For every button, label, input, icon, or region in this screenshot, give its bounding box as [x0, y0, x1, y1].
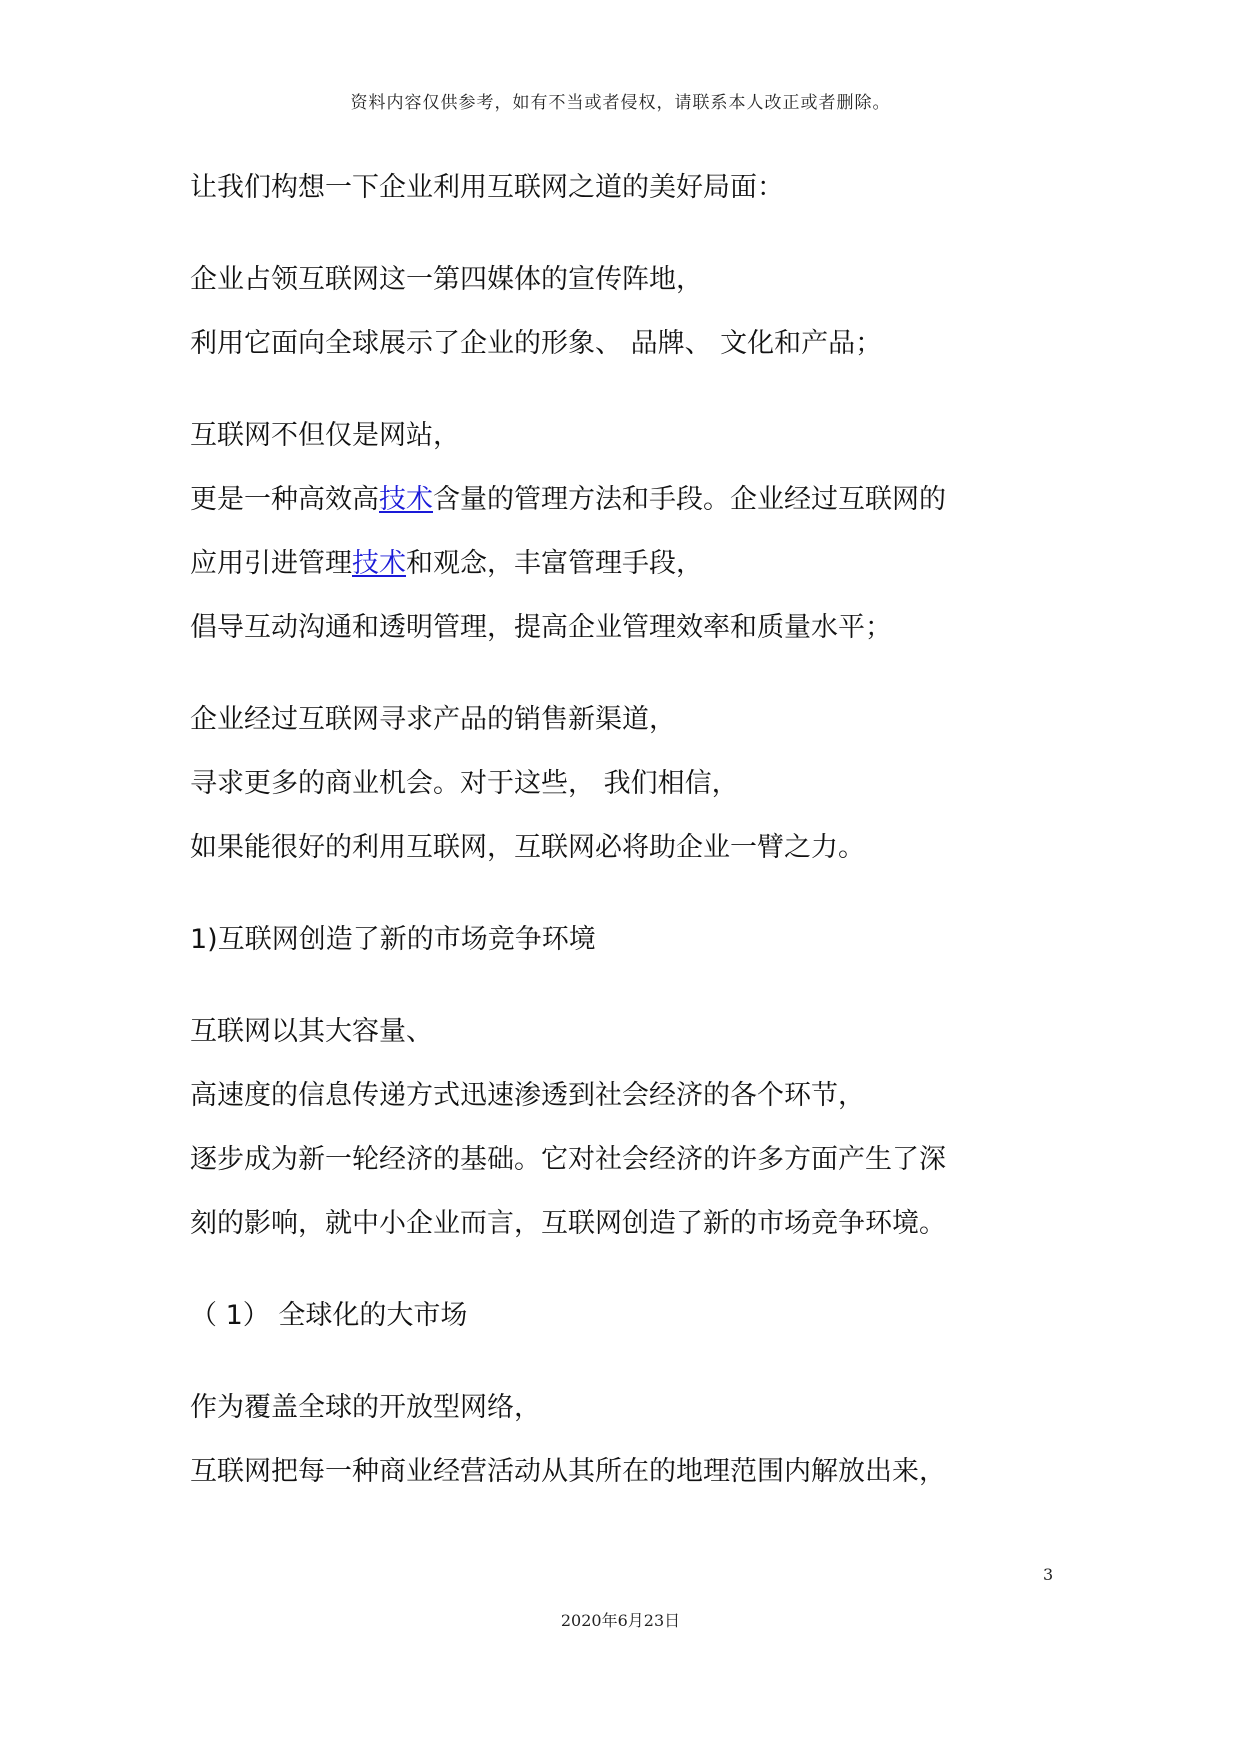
paragraph-line-5	[190, 482, 946, 518]
paragraph-line-15: 刻的影响，就中小企业而言，互联网创造了新的市场竞争环境。	[190, 1208, 946, 1239]
paragraph-line-17: 作为覆盖全球的开放型网络，	[190, 1392, 541, 1423]
paragraph-line-7: 倡导互动沟通和透明管理，提高企业管理效率和质量水平；	[190, 612, 892, 643]
paragraph-line-5-end: 含量的管理方法和手段。企业经过互联网的	[433, 484, 946, 515]
paragraph-line-14: 逐步成为新一轮经济的基础。它对社会经济的许多方面产生了深	[190, 1144, 946, 1175]
paragraph-line-12: 互联网以其大容量、	[190, 1016, 433, 1047]
paragraph-line-6-start: 应用引进管理	[190, 548, 352, 579]
paragraph-line-5-start: 更是一种高效高	[190, 484, 379, 515]
technology-link-2[interactable]: 技术	[352, 548, 406, 579]
footer-date: 2020年6月23日	[560, 1611, 681, 1630]
paragraph-line-6	[190, 546, 703, 582]
technology-link[interactable]: 技术	[379, 484, 433, 515]
paragraph-line-2: 企业占领互联网这一第四媒体的宣传阵地，	[190, 264, 703, 295]
paragraph-line-18: 互联网把每一种商业经营活动从其所在的地理范围内解放出来，	[190, 1456, 946, 1487]
page-number: 3	[1043, 1565, 1054, 1584]
section-heading-1: 1)互联网创造了新的市场竞争环境	[190, 924, 596, 955]
paragraph-line-8: 企业经过互联网寻求产品的销售新渠道，	[190, 704, 676, 735]
subsection-heading-1: （ 1） 全球化的大市场	[190, 1300, 468, 1331]
paragraph-line-4: 互联网不但仅是网站，	[190, 420, 460, 451]
paragraph-line-1: 让我们构想一下企业利用互联网之道的美好局面：	[190, 172, 784, 203]
paragraph-line-6-end: 和观念，丰富管理手段，	[406, 548, 703, 579]
paragraph-line-13: 高速度的信息传递方式迅速渗透到社会经济的各个环节，	[190, 1080, 865, 1111]
paragraph-line-9: 寻求更多的商业机会。对于这些， 我们相信，	[190, 768, 739, 799]
paragraph-line-3: 利用它面向全球展示了企业的形象、 品牌、 文化和产品；	[190, 328, 883, 359]
header-disclaimer: 资料内容仅供参考，如有不当或者侵权，请联系本人改正或者删除。	[350, 93, 891, 113]
paragraph-line-10: 如果能很好的利用互联网，互联网必将助企业一臂之力。	[190, 832, 865, 863]
